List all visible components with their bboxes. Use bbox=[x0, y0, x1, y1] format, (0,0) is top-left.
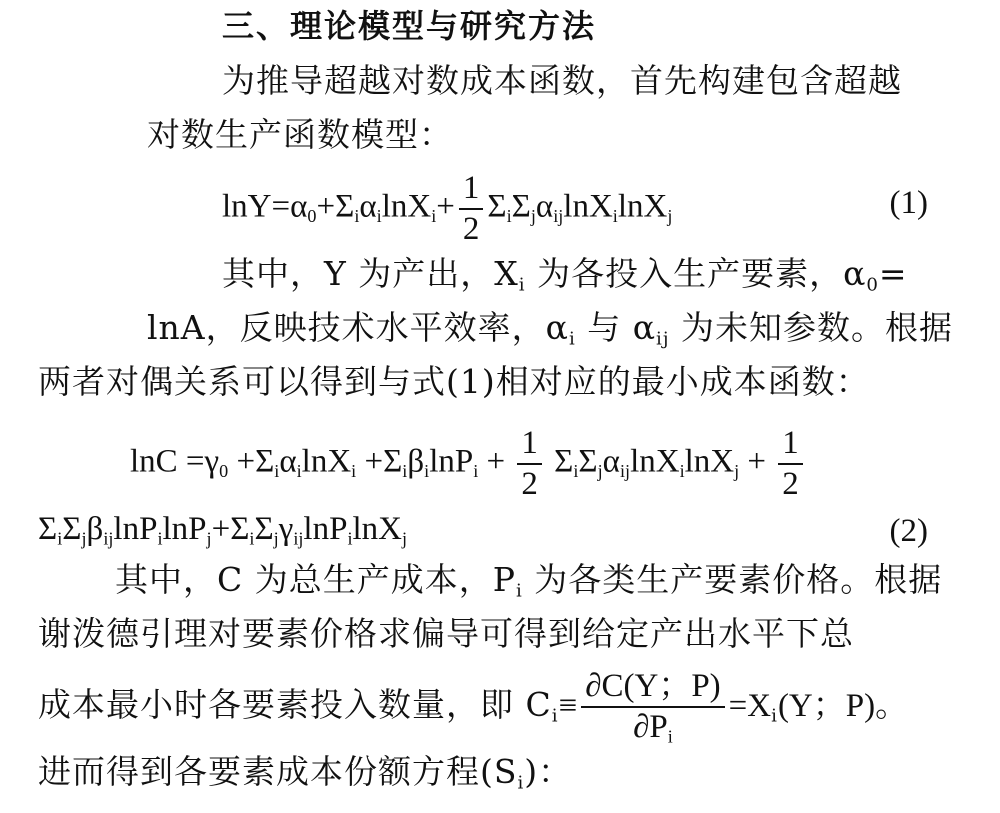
equation-2-line-1: $\ln C =\gamma_0 +\Sigma_i\alpha_i\ln X_i +\Sigma_i\beta_i\ln P_i$ + $\frac{1}{2}$ $\Sigma_i\Sigma_j\alpha_{ij}\ln X_i\ln X_j$ + $\frac{1}{2}$ bbox=[130, 427, 807, 501]
paragraph-line: 进而得到各要素成本份额方程$(S_i)$： bbox=[38, 752, 573, 794]
fraction-one-half: $\frac{1}{2}$ bbox=[459, 172, 484, 246]
section-heading: 三、理论模型与研究方法 bbox=[222, 7, 597, 45]
paragraph-line-with-fraction: 成本最小时各要素投入数量，即 $C_i\equiv$ $\frac{\partial C(Y;P)}{\partial P_i}$ $=X_i(Y$；P)。 bbox=[38, 668, 909, 747]
equation-number: (2) bbox=[889, 513, 928, 549]
equation-number: (1) bbox=[889, 185, 928, 221]
paragraph-line: 其中，C 为总生产成本，$P_i$ 为各类生产要素价格。根据 bbox=[115, 560, 943, 602]
paragraph-line: lnA，反映技术水平效率，$\alpha_i$ 与 $\alpha_{ij}$ 为未知参数。根据 bbox=[147, 308, 953, 350]
paragraph-line: 对数生产函数模型： bbox=[147, 115, 453, 154]
paragraph-line: 其中，Y 为产出，$X_i$ 为各投入生产要素，$\alpha_0=$ bbox=[222, 254, 908, 296]
paragraph-line: 两者对偶关系可以得到与式(1)相对应的最小成本函数： bbox=[38, 362, 870, 401]
fraction-one-half: $\frac{1}{2}$ bbox=[778, 427, 803, 501]
equation-1: $\ln Y=\alpha_0+\Sigma_i\alpha_i\ln X_i+$ $\frac{1}{2}$ $\Sigma_i\Sigma_j\alpha_{ij}\ln X_i\ln X_j$ bbox=[222, 170, 673, 247]
equation-2-line-2: $\Sigma_i\Sigma_j\beta_{ij}\ln P_i\ln P_j+\Sigma_i\Sigma_j\gamma_{ij}\ln P_i\ln X_j$ bbox=[38, 511, 408, 549]
paragraph-line: 谢泼德引理对要素价格求偏导可得到给定产出水平下总 bbox=[38, 614, 854, 653]
fraction-partial-derivative: $\frac{\partial C(Y;P)}{\partial P_i}$ bbox=[581, 670, 724, 744]
fraction-one-half: $\frac{1}{2}$ bbox=[517, 427, 542, 501]
paragraph-line: 为推导超越对数成本函数，首先构建包含超越 bbox=[222, 61, 902, 100]
